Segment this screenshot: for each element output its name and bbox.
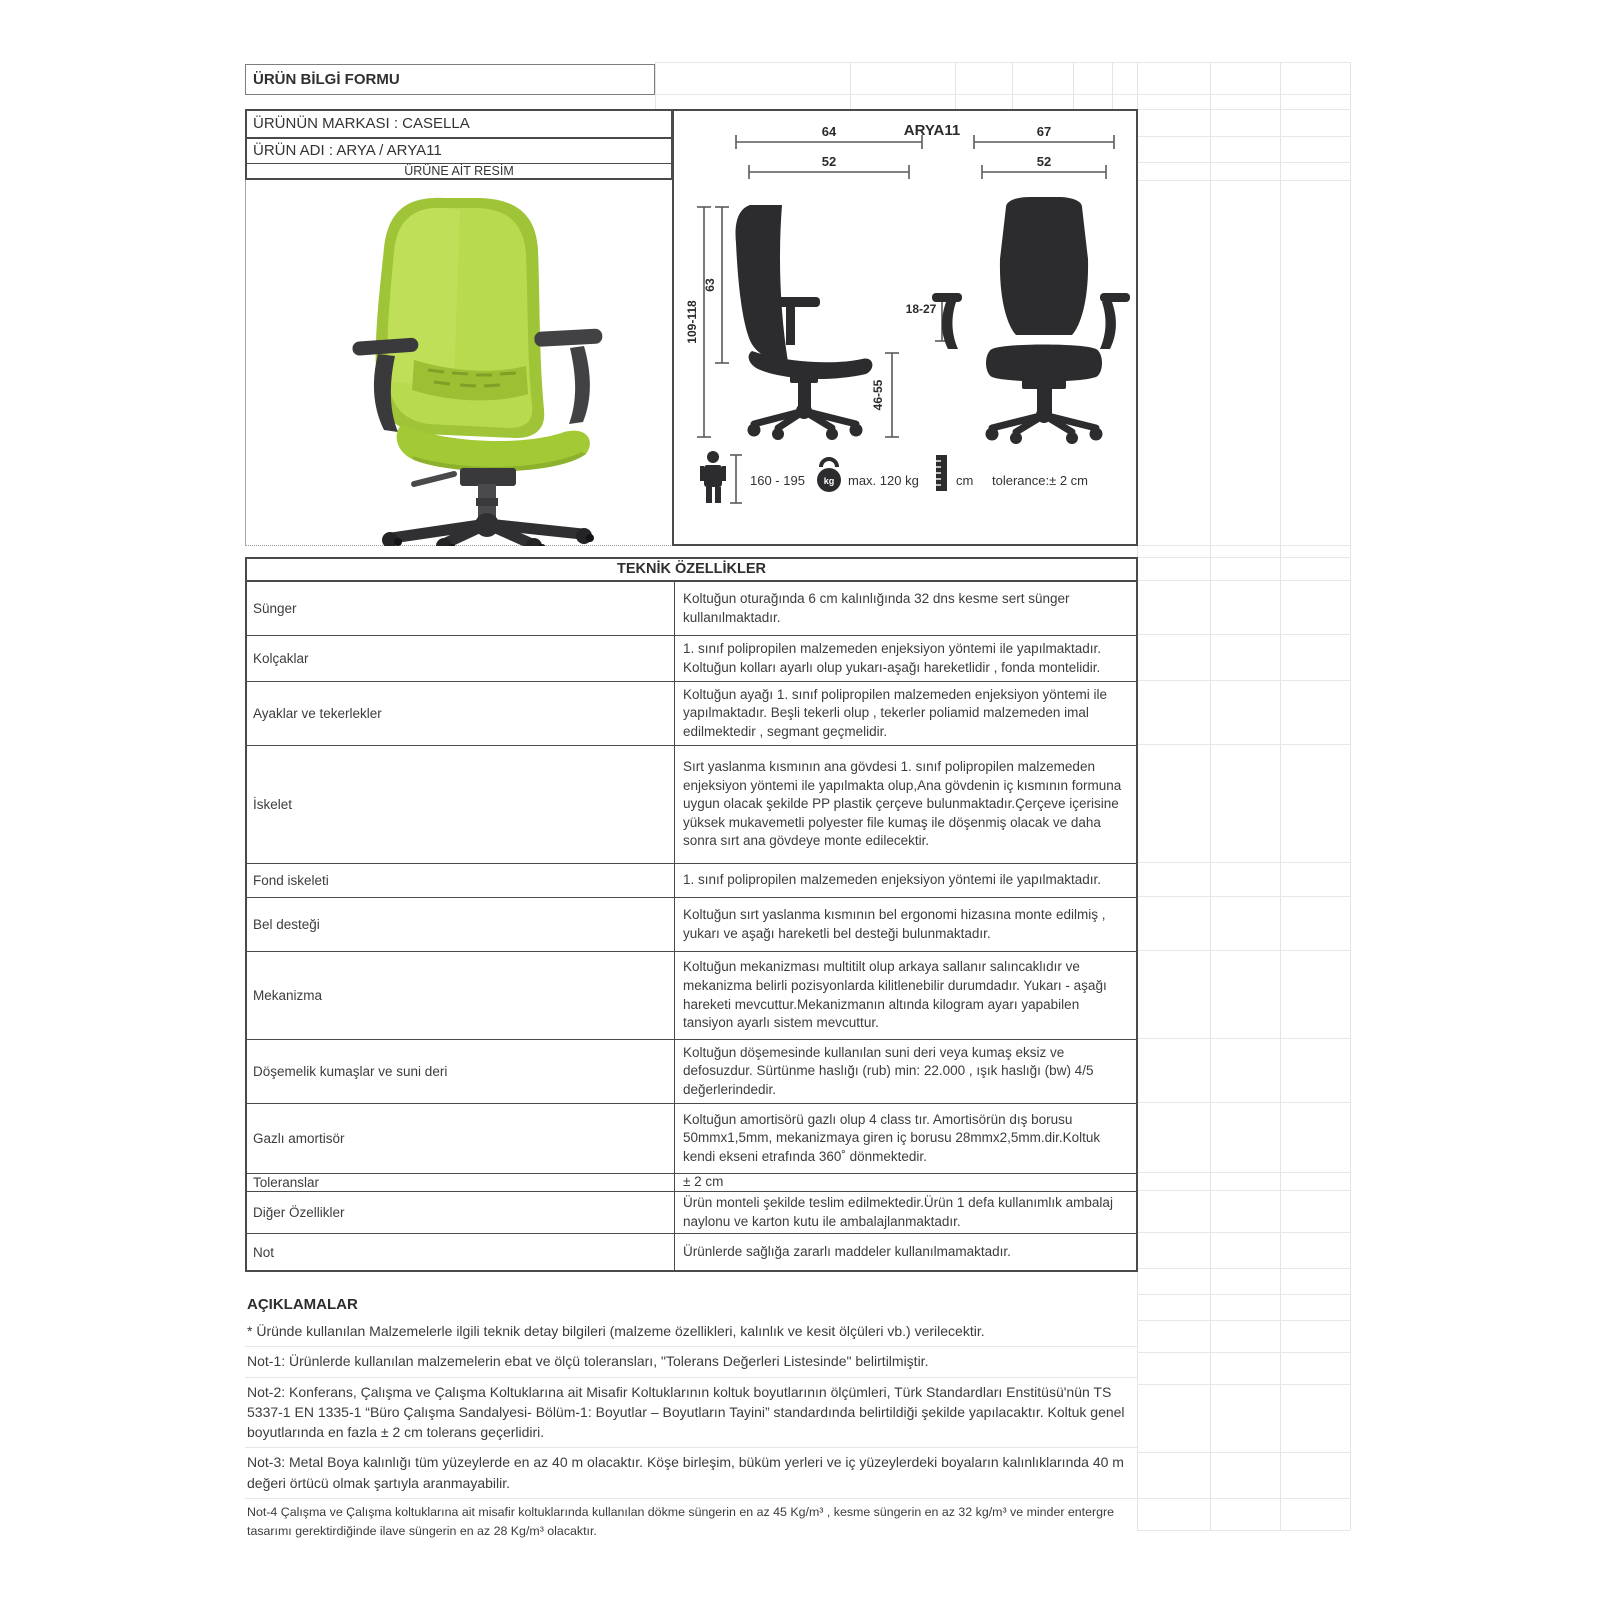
max-weight-label: max. 120 kg [848, 473, 919, 488]
brand-row: ÜRÜNÜN MARKASI : CASELLA [247, 111, 671, 139]
tolerance-label: tolerance:± 2 cm [992, 473, 1089, 488]
table-row [247, 898, 1136, 952]
person-icon [700, 451, 726, 503]
spec-label: Mekanizma [247, 952, 675, 1039]
spec-value: Koltuğun ayağı 1. sınıf polipropilen malzemeden enjeksiyon yöntemi ile yapılmaktadır. Beşli tekerli olup , tekerler poliamid malzemeden imal edilmektedir , segmant geçmelidir. [683, 686, 1107, 739]
note-item: Not-2: Konferans, Çalışma ve Çalışma Koltuklarına ait Misafir Koltuklarının koltuk boyutlarının ölçümleri, Türk Standardları Enstitüsü'nün TS 5337-1 EN 1335-1 “Büro Çalışma Sandalyesi- Bölüm-1: Boyutlar – Boyutların Tayini” standardında belirtildiği şekilde yapılacaktır. Koltuk genel boyutlarında en fazla ± 2 cm tolerans geçerlidiri. [245, 1377, 1137, 1448]
spec-value: Koltuğun amortisörü gazlı olup 4 class tır. Amortisörün dış borusu 50mmx1,5mm, mekanizmaya giren iç borusu 28mmx2,5mm.dir.Koltuk kendi ekseni etrafında 360˚ dönmektedir. [683, 1111, 1101, 1164]
note-item: Not-4 Çalışma ve Çalışma koltuklarına ait misafir koltuklarında kullanılan dökme süngerin en az 45 Kg/m³ , kesme süngerin en az 32 kg/m³ ve minder entergre tasarımı gerektirdiğinde ilave süngerin en az 28 Kg/m³ olacaktır. [245, 1498, 1137, 1545]
spec-label: Toleranslar [247, 1174, 675, 1191]
table-row [247, 746, 1136, 864]
spec-label: Fond iskeleti [247, 864, 675, 897]
table-row [247, 1192, 1136, 1234]
spec-value: Ürünlerde sağlığa zararlı maddeler kullanılmamaktadır. [683, 1243, 1011, 1259]
spec-label: Ayaklar ve tekerlekler [247, 682, 675, 745]
dim-side-top-width: 64 [821, 124, 837, 139]
spec-value: Ürün monteli şekilde teslim edilmektedir.Ürün 1 defa kullanımlık ambalaj naylonu ve karton kutu ile ambalajlanmaktadır. [683, 1194, 1113, 1229]
dimension-diagram-box [672, 109, 1138, 546]
product-photo-chair [294, 184, 666, 546]
legend [700, 451, 1088, 503]
note-item: * Üründe kullanılan Malzemelerle ilgili teknik detay bilgileri (malzeme özellikleri, kalınlık ve kesit ölçüleri vb.) verilecektir. [247, 1323, 985, 1339]
ruler-icon [936, 455, 947, 491]
spec-label: Not [247, 1234, 675, 1270]
spec-label: Sünger [247, 582, 675, 635]
tech-specs-table [245, 557, 1138, 1272]
unit-label: cm [956, 473, 974, 488]
explanations-section [245, 1294, 1137, 1545]
table-row [247, 582, 1136, 636]
table-row [247, 864, 1136, 898]
dim-back-height: 63 [703, 278, 717, 292]
table-row [247, 682, 1136, 746]
chair-side-view [736, 205, 873, 440]
spec-value: ± 2 cm [683, 1174, 724, 1190]
spec-label: Gazlı amortisör [247, 1104, 675, 1173]
table-row [247, 636, 1136, 682]
table-row [247, 1174, 1136, 1192]
dim-front-seat-width: 52 [1036, 154, 1052, 169]
dim-side-seat-width: 52 [821, 154, 837, 169]
tech-specs-header: TEKNİK ÖZELLİKLER [247, 559, 1136, 582]
spec-value: 1. sınıf polipropilen malzemeden enjeksiyon yöntemi ile yapılmaktadır. [683, 872, 1101, 888]
spec-label: İskelet [247, 746, 675, 863]
spec-label: Kolçaklar [247, 636, 675, 681]
diagram-title: ARYA11 [903, 122, 961, 139]
spec-value: Koltuğun mekanizması multitilt olup arkaya sallanır salıncaklıdır ve mekanizma belirli pozisyonlarda kilitlenebilir durumdadır. Yukarı - aşağı hareketi mevcuttur.Mekanizmanın altında kilogram ayarı yapabilen tansiyon ayarlı sistem mevcuttur. [683, 959, 1107, 1031]
spec-value: 1. sınıf polipropilen malzemeden enjeksiyon yöntemi ile yapılmaktadır. Koltuğun kolları ayarlı olup yukarı-aşağı hareketlidir , fonda montelidir. [683, 640, 1101, 675]
spec-value: Koltuğun döşemesinde kullanılan suni deri veya kumaş eksiz ve defosuzdur. Sürtünme haslığı (rub) min: 22.000 , ışık haslığı (bw) 4/5 değerlerindedir. [683, 1044, 1094, 1097]
image-caption: ÜRÜNE AİT RESİM [404, 164, 514, 178]
dim-front-top-width: 67 [1036, 124, 1052, 139]
spec-label: Döşemelik kumaşlar ve suni deri [247, 1040, 675, 1103]
product-identity-block [245, 109, 673, 180]
table-row [247, 1104, 1136, 1174]
table-row [247, 1040, 1136, 1104]
dim-total-height: 109-118 [685, 300, 699, 344]
spec-value: Sırt yaslanma kısmının ana gövdesi 1. sınıf polipropilen malzemeden enjeksiyon yöntemi ile yapılmakta olup,Ana gövdenin iç kısmının formuna uygun olacak şekilde PP plastik çerçeve bulunmaktadır.Çerçeve içerisine yüksek mukavemetli polyester file kumaş ile döşenmiş olacak ve daha sonra sırt ana gövdeye monte edilecektir. [683, 758, 1122, 849]
dim-seat-height: 46-55 [871, 379, 885, 411]
person-range-label: 160 - 195 [750, 473, 805, 488]
kg-badge-label: kg [823, 476, 835, 486]
spec-value: Koltuğun sırt yaslanma kısmının bel ergonomi hizasına monte edilmiş , yukarı ve aşağı hareketli bel desteği bulunmaktadır. [683, 906, 1106, 941]
table-row [247, 952, 1136, 1040]
spec-label: Bel desteği [247, 898, 675, 951]
table-row [247, 1234, 1136, 1270]
dimension-diagram [674, 111, 1136, 544]
note-item: Not-1: Ürünlerde kullanılan malzemelerin ebat ve ölçü toleransları, "Tolerans Değerleri Listesinde" belirtilmiştir. [245, 1346, 1137, 1376]
chair-front-view [932, 197, 1130, 444]
product-photo-cell [245, 180, 673, 546]
spec-value: Koltuğun oturağında 6 cm kalınlığında 32 dns kesme sert sünger kullanılmaktadır. [683, 590, 1070, 625]
form-title: ÜRÜN BİLGİ FORMU [245, 64, 655, 95]
explanations-title: AÇIKLAMALAR [247, 1296, 358, 1313]
note-item: Not-3: Metal Boya kalınlığı tüm yüzeylerde en az 40 m olacaktır. Köşe birleşim, büküm yerleri ve iç yüzeylerdeki boyaların kalınlıklarında 40 m değeri örtücü olmak şartıyla aranmayabilir. [245, 1447, 1137, 1498]
product-name-row: ÜRÜN ADI : ARYA / ARYA11 [247, 139, 671, 164]
weight-icon [817, 459, 841, 492]
spec-label: Diğer Özellikler [247, 1192, 675, 1233]
dim-arm-height: 18-27 [905, 302, 937, 316]
